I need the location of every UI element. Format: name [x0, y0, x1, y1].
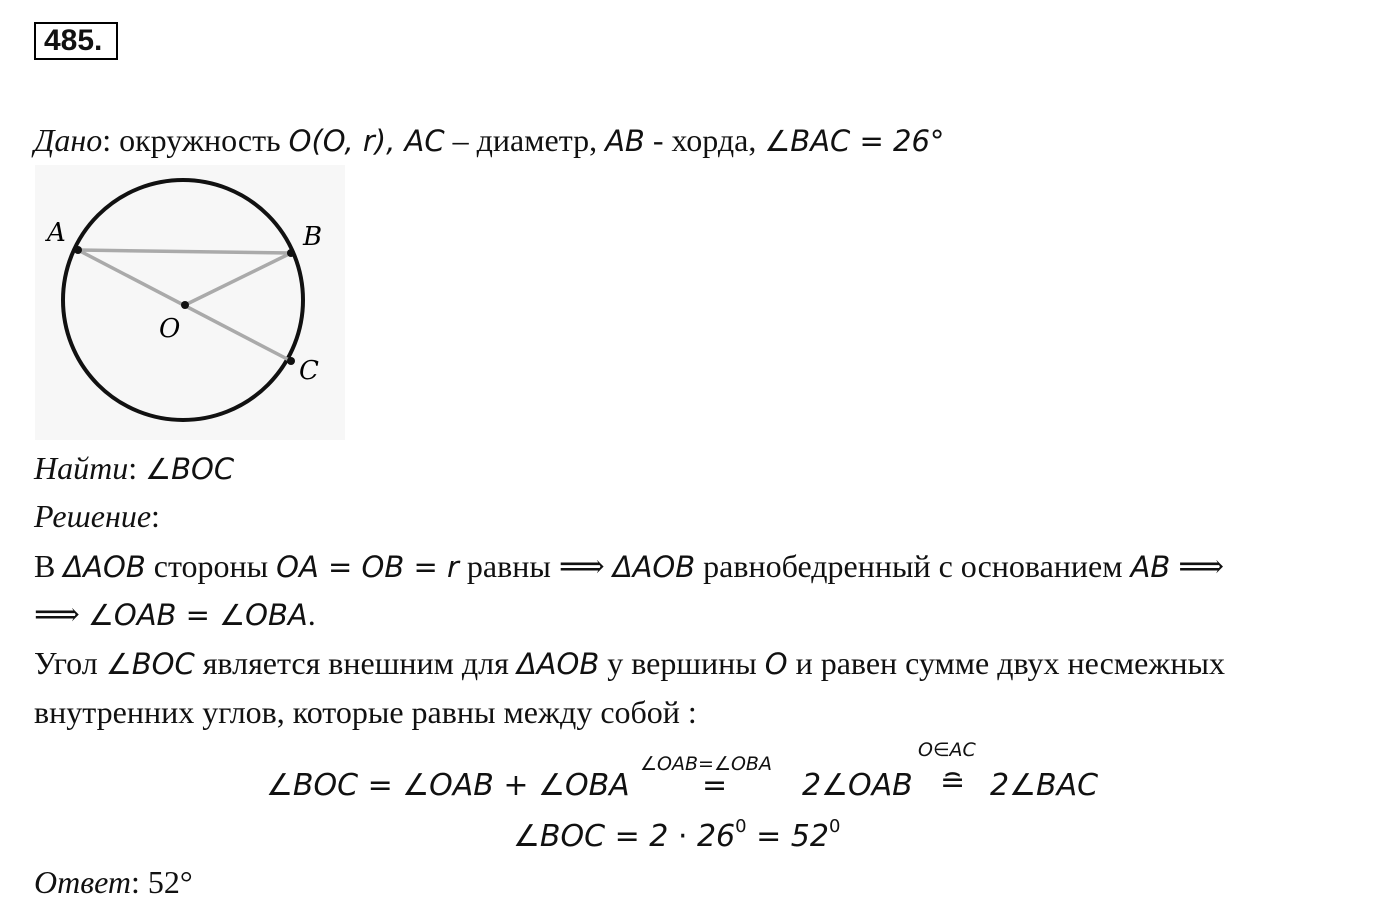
point-a: [74, 246, 82, 254]
point-o: [181, 301, 189, 309]
solution-heading: Решение:: [34, 498, 160, 534]
equation-2: ∠BOC = $2 \cdot 26^0 = 52^0$: [513, 816, 841, 854]
find-math: ∠BOC: [145, 452, 235, 486]
problem-number: 485.: [34, 22, 118, 60]
solution-line-4: внутренних углов, которые равны между собой :: [34, 694, 697, 730]
label-o: O: [159, 314, 181, 344]
equation-1-rel1: =: [702, 768, 728, 803]
equation-1-rel2-condition: O∈AC: [918, 739, 976, 761]
solution-line-2: ⟹ ∠OAB = ∠OBA.: [34, 596, 316, 632]
given-chord-math: AB: [605, 124, 645, 158]
answer-value: 52°: [139, 864, 193, 900]
point-b: [287, 249, 295, 257]
find-label: Найти: [34, 450, 129, 486]
answer-label: Ответ: [34, 864, 131, 900]
point-c: [287, 357, 295, 365]
equation-1-lhs: ∠BOC = ∠OAB + ∠OBA: [266, 768, 630, 803]
label-b: B: [303, 222, 323, 252]
equation-1-rel1-condition: ∠OAB=∠OBA: [640, 753, 772, 775]
given-line: Дано: окружность O(O, r), AC – диаметр, AB - хорда, ∠BAC = 26°: [34, 122, 945, 158]
chord-ab: [78, 250, 291, 253]
given-circle-math: O(O, r), AC: [288, 124, 445, 158]
given-angle-math: ∠BAC = 26°: [764, 124, 945, 158]
geometry-figure: [35, 165, 345, 440]
answer-line: Ответ: 52°: [34, 864, 193, 900]
solution-line-3: Угол ∠BOC является внешним для ΔAOB у вершины O и равен сумме двух несмежных: [34, 645, 1226, 681]
segment-ob: [185, 253, 291, 305]
solution-line-1: В ΔAOB стороны OA = OB = r равны ⟹ ΔAOB равнобедренный с основанием AB ⟹: [34, 548, 1225, 584]
solution-label: Решение: [34, 498, 152, 534]
given-label: Дано: [34, 122, 103, 158]
label-c: C: [299, 356, 319, 386]
circle: [63, 180, 303, 420]
equation-1-rhs: 2∠BAC: [990, 768, 1099, 803]
find-line: Найти: ∠BOC: [34, 450, 235, 486]
equation-1-mid: 2∠OAB: [802, 768, 913, 803]
circle-diagram: [35, 165, 345, 440]
label-a: A: [47, 218, 66, 248]
equation-1-rel2: ≘: [940, 765, 966, 800]
